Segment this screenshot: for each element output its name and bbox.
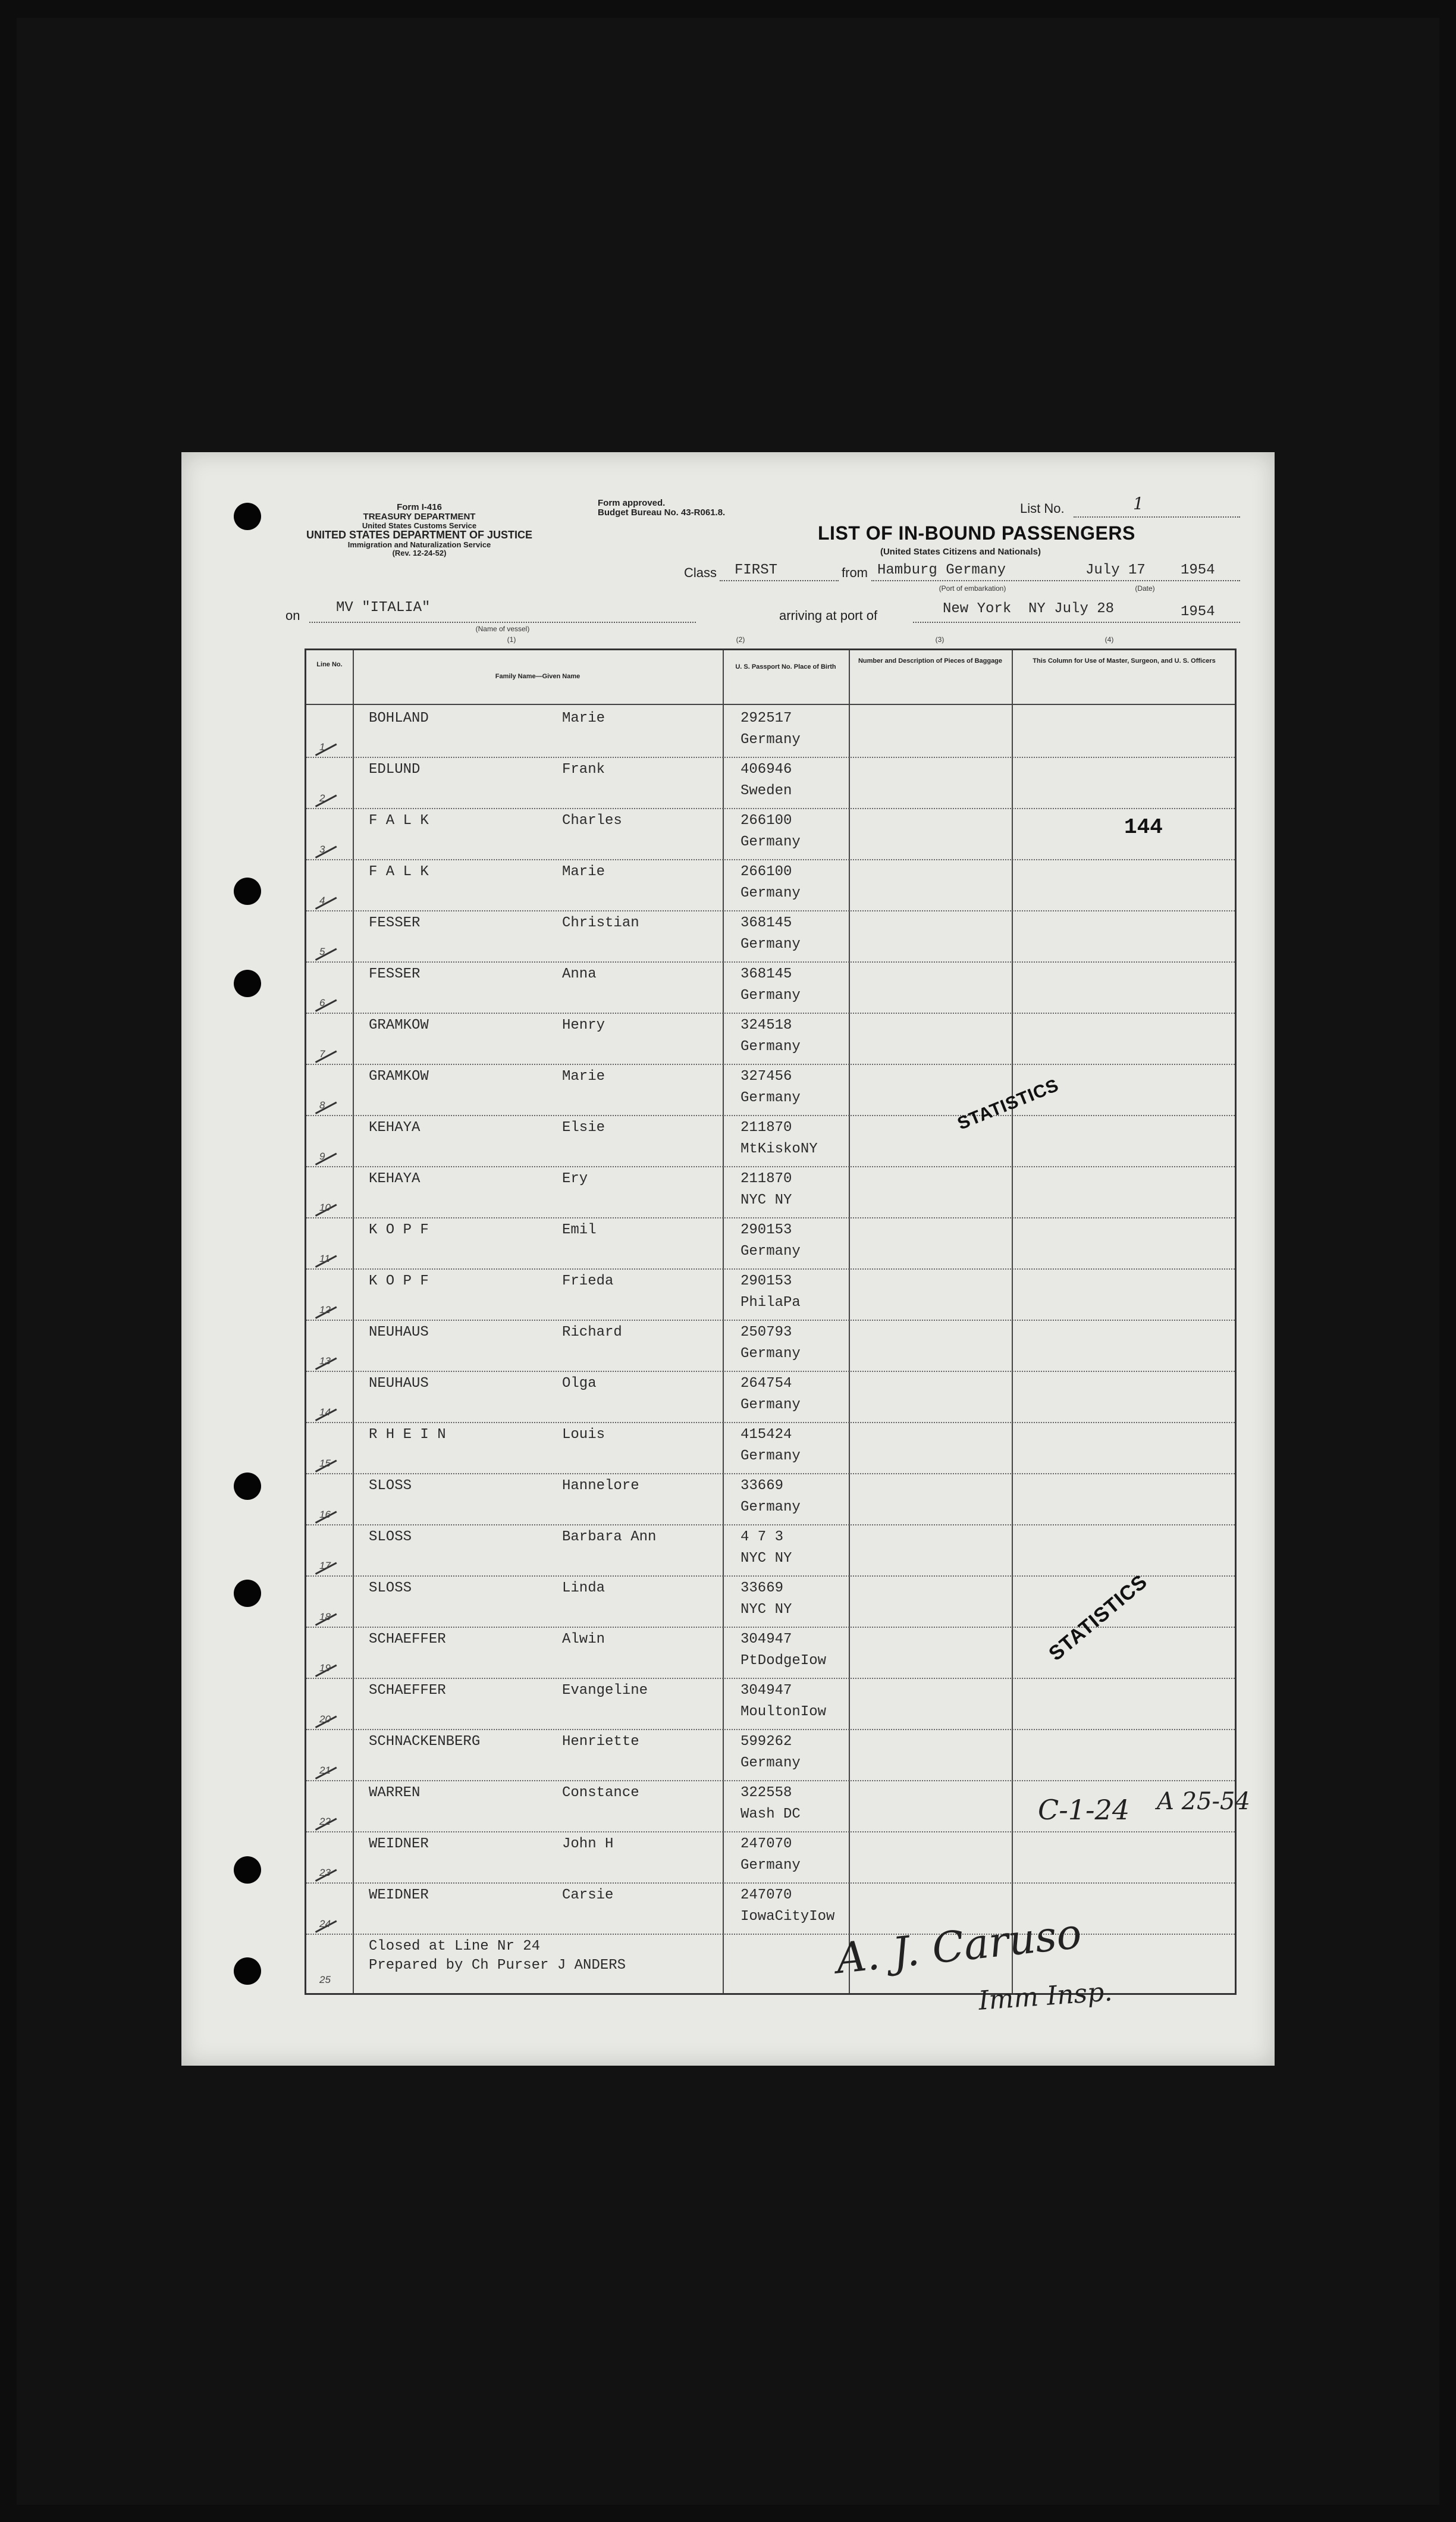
family-name: SCHAEFFER <box>369 1683 446 1699</box>
handwritten-note-2: A 25-54 <box>1157 1788 1250 1815</box>
given-name: Emil <box>562 1222 597 1238</box>
passport-number: 211870 <box>740 1120 792 1136</box>
table-row <box>306 1730 1235 1781</box>
statistics-stamp-1: STATISTICS <box>955 1075 1062 1134</box>
family-name: SCHNACKENBERG <box>369 1734 481 1750</box>
col-number-3: (3) <box>935 635 944 644</box>
given-name: Frieda <box>562 1273 614 1289</box>
header-line-no: Line No. <box>316 661 343 668</box>
table-row <box>306 1474 1235 1525</box>
line-number: 7 <box>319 1048 325 1060</box>
table-row <box>306 1270 1235 1321</box>
table-row <box>306 963 1235 1014</box>
closing-line-2: Prepared by Ch Purser J ANDERS <box>369 1957 626 1973</box>
family-name: K O P F <box>369 1273 429 1289</box>
class-value: FIRST <box>735 562 778 578</box>
class-line <box>720 580 839 581</box>
header-passport: U. S. Passport No. Place of Birth <box>735 663 836 671</box>
given-name: Anna <box>562 966 597 982</box>
from-value: Hamburg Germany <box>877 562 1006 578</box>
place-of-birth: NYC NY <box>740 1550 792 1567</box>
line-number: 9 <box>319 1151 325 1162</box>
punch-hole-1 <box>234 503 261 530</box>
punch-hole-4 <box>234 1473 261 1500</box>
line-number-25: 25 <box>319 1974 331 1985</box>
given-name: Richard <box>562 1324 622 1340</box>
passport-number: 290153 <box>740 1273 792 1289</box>
given-name: Marie <box>562 1069 605 1085</box>
customs-service: United States Customs Service <box>362 521 477 530</box>
budget-bureau: Budget Bureau No. 43-R061.8. <box>598 507 726 518</box>
family-name: GRAMKOW <box>369 1069 429 1085</box>
from-date: July 17 <box>1085 562 1146 578</box>
place-of-birth: Germany <box>740 1499 801 1515</box>
given-name: Louis <box>562 1427 605 1443</box>
passport-number: 247070 <box>740 1836 792 1852</box>
table-row <box>306 860 1235 911</box>
passport-number: 247070 <box>740 1887 792 1903</box>
header-rule <box>306 704 1235 705</box>
line-number: 2 <box>319 792 325 804</box>
line-number: 21 <box>319 1765 331 1776</box>
passport-number: 264754 <box>740 1376 792 1392</box>
line-number: 14 <box>319 1406 331 1418</box>
table-row <box>306 1679 1235 1730</box>
passport-number: 324518 <box>740 1017 792 1033</box>
place-of-birth: Germany <box>740 936 801 953</box>
table-row <box>306 1525 1235 1577</box>
place-of-birth: Germany <box>740 1243 801 1260</box>
arriving-label: arriving at port of <box>779 608 878 623</box>
passport-number: 406946 <box>740 762 792 778</box>
given-name: Christian <box>562 915 639 931</box>
line-number: 8 <box>319 1099 325 1111</box>
passenger-table <box>305 648 1237 1995</box>
line-number: 6 <box>319 997 325 1008</box>
given-name: Marie <box>562 864 605 880</box>
line-number: 19 <box>319 1662 331 1674</box>
line-number: 3 <box>319 844 325 855</box>
given-name: Ery <box>562 1171 588 1187</box>
col-number-4: (4) <box>1104 635 1114 644</box>
family-name: R H E I N <box>369 1427 446 1443</box>
from-line <box>871 580 1240 581</box>
given-name: Olga <box>562 1376 597 1392</box>
given-name: Hannelore <box>562 1478 639 1494</box>
table-row <box>306 1832 1235 1884</box>
date-caption: (Date) <box>1135 584 1155 593</box>
table-row <box>306 1065 1235 1116</box>
table-row <box>306 758 1235 809</box>
list-no-value: 1 <box>1133 494 1144 513</box>
passport-number: 327456 <box>740 1069 792 1085</box>
passport-number: 415424 <box>740 1427 792 1443</box>
list-no-label: List No. <box>1020 501 1065 516</box>
place-of-birth: Sweden <box>740 783 792 799</box>
given-name: Carsie <box>562 1887 614 1903</box>
on-label: on <box>285 608 300 623</box>
form-authority-block <box>294 503 544 557</box>
given-name: Frank <box>562 762 605 778</box>
given-name: Constance <box>562 1785 639 1801</box>
passport-number: 304947 <box>740 1631 792 1647</box>
place-of-birth: IowaCityIow <box>740 1909 835 1925</box>
given-name: Henry <box>562 1017 605 1033</box>
line-number: 12 <box>319 1304 331 1315</box>
ins-service: Immigration and Naturalization Service <box>347 540 491 550</box>
line-number: 22 <box>319 1816 331 1827</box>
family-name: KEHAYA <box>369 1120 421 1136</box>
given-name: Elsie <box>562 1120 605 1136</box>
given-name: Charles <box>562 813 622 829</box>
table-row <box>306 1321 1235 1372</box>
family-name: F A L K <box>369 864 429 880</box>
table-row <box>306 1218 1235 1270</box>
family-name: GRAMKOW <box>369 1017 429 1033</box>
line-number: 23 <box>319 1867 331 1878</box>
line-number: 5 <box>319 946 325 957</box>
arriving-year: 1954 <box>1181 604 1215 620</box>
line-number: 1 <box>319 741 325 753</box>
passport-number: 33669 <box>740 1580 784 1596</box>
given-name: Marie <box>562 710 605 726</box>
place-of-birth: Germany <box>740 1857 801 1874</box>
passport-number: 33669 <box>740 1478 784 1494</box>
list-no-line <box>1074 516 1240 518</box>
vessel-line <box>309 622 696 623</box>
given-name: Henriette <box>562 1734 639 1750</box>
table-row <box>306 707 1235 758</box>
line-number: 4 <box>319 895 325 906</box>
place-of-birth: Wash DC <box>740 1806 801 1822</box>
passport-number: 304947 <box>740 1683 792 1699</box>
line-number: 17 <box>319 1560 331 1571</box>
family-name: WEIDNER <box>369 1836 429 1852</box>
header-officers: This Column for Use of Master, Surgeon, and U. S. Officers <box>1033 657 1216 665</box>
family-name: K O P F <box>369 1222 429 1238</box>
inspector-signature: A. J. Caruso <box>833 1909 1084 1984</box>
given-name: Linda <box>562 1580 605 1596</box>
punch-hole-5 <box>234 1580 261 1607</box>
vessel-caption: (Name of vessel) <box>475 625 530 633</box>
col-number-1: (1) <box>507 635 516 644</box>
closing-line-1: Closed at Line Nr 24 <box>369 1938 541 1954</box>
passport-number: 599262 <box>740 1734 792 1750</box>
passport-number: 211870 <box>740 1171 792 1187</box>
class-label: Class <box>684 565 717 580</box>
family-name: F A L K <box>369 813 429 829</box>
passenger-count: 144 <box>1124 815 1163 839</box>
table-row <box>306 1167 1235 1218</box>
table-row <box>306 911 1235 963</box>
line-number: 13 <box>319 1355 331 1367</box>
passport-number: 4 7 3 <box>740 1529 784 1545</box>
table-row <box>306 1423 1235 1474</box>
family-name: FESSER <box>369 966 421 982</box>
passport-number: 250793 <box>740 1324 792 1340</box>
given-name: Barbara Ann <box>562 1529 657 1545</box>
place-of-birth: Germany <box>740 732 801 748</box>
given-name: Alwin <box>562 1631 605 1647</box>
family-name: SLOSS <box>369 1529 412 1545</box>
family-name: KEHAYA <box>369 1171 421 1187</box>
form-number: Form I-416 <box>397 502 442 512</box>
place-of-birth: Germany <box>740 885 801 901</box>
treasury-dept: TREASURY DEPARTMENT <box>363 511 476 522</box>
arriving-line <box>913 622 1240 623</box>
family-name: WEIDNER <box>369 1887 429 1903</box>
table-row <box>306 1014 1235 1065</box>
place-of-birth: MoultonIow <box>740 1704 827 1720</box>
header-baggage: Number and Description of Pieces of Baggage <box>858 657 1003 665</box>
table-row <box>306 1884 1235 1935</box>
line-number: 24 <box>319 1918 331 1929</box>
family-name: SCHAEFFER <box>369 1631 446 1647</box>
place-of-birth: Germany <box>740 988 801 1004</box>
family-name: SLOSS <box>369 1478 412 1494</box>
statistics-stamp-2: STATISTICS <box>1044 1570 1152 1666</box>
place-of-birth: MtKiskoNY <box>740 1141 818 1157</box>
place-of-birth: Germany <box>740 1448 801 1464</box>
family-name: FESSER <box>369 915 421 931</box>
family-name: EDLUND <box>369 762 421 778</box>
place-of-birth: Germany <box>740 1346 801 1362</box>
justice-dept: UNITED STATES DEPARTMENT OF JUSTICE <box>306 529 532 541</box>
family-name: NEUHAUS <box>369 1324 429 1340</box>
line-number: 16 <box>319 1509 331 1520</box>
passport-number: 368145 <box>740 915 792 931</box>
passport-number: 290153 <box>740 1222 792 1238</box>
vessel-value: MV "ITALIA" <box>336 600 431 616</box>
given-name: John H <box>562 1836 614 1852</box>
passport-number: 292517 <box>740 710 792 726</box>
passport-number: 266100 <box>740 813 792 829</box>
document-title: LIST OF IN-BOUND PASSENGERS <box>818 522 1135 544</box>
given-name: Evangeline <box>562 1683 648 1699</box>
punch-hole-2 <box>234 878 261 905</box>
from-label: from <box>842 565 868 580</box>
passport-number: 368145 <box>740 966 792 982</box>
place-of-birth: Germany <box>740 1039 801 1055</box>
family-name: WARREN <box>369 1785 421 1801</box>
col-number-2: (2) <box>736 635 745 644</box>
manifest-page <box>181 452 1275 2066</box>
table-row <box>306 1372 1235 1423</box>
place-of-birth: NYC NY <box>740 1602 792 1618</box>
arriving-value: New York NY July 28 <box>943 601 1115 617</box>
place-of-birth: Germany <box>740 1755 801 1771</box>
line-number: 20 <box>319 1713 331 1725</box>
line-number: 15 <box>319 1458 331 1469</box>
punch-hole-3 <box>234 970 261 997</box>
passport-number: 322558 <box>740 1785 792 1801</box>
port-embarkation-caption: (Port of embarkation) <box>939 584 1006 593</box>
punch-hole-6 <box>234 1856 261 1884</box>
table-row <box>306 809 1235 860</box>
passport-number: 266100 <box>740 864 792 880</box>
family-name: NEUHAUS <box>369 1376 429 1392</box>
line-number: 18 <box>319 1611 331 1622</box>
handwritten-note-1: C-1-24 <box>1038 1794 1130 1826</box>
form-approved: Form approved. <box>598 498 666 508</box>
place-of-birth: Germany <box>740 834 801 850</box>
punch-hole-7 <box>234 1957 261 1985</box>
line-number: 11 <box>319 1253 330 1264</box>
place-of-birth: PtDodgeIow <box>740 1653 827 1669</box>
header-name: Family Name—Given Name <box>495 673 580 680</box>
family-name: BOHLAND <box>369 710 429 726</box>
table-row <box>306 1116 1235 1167</box>
revision-date: (Rev. 12-24-52) <box>392 548 447 557</box>
place-of-birth: NYC NY <box>740 1192 792 1208</box>
family-name: SLOSS <box>369 1580 412 1596</box>
budget-block <box>598 499 746 518</box>
inspector-title: Imm Insp. <box>977 1976 1113 2016</box>
document-subtitle: (United States Citizens and Nationals) <box>880 547 1041 557</box>
from-year: 1954 <box>1181 562 1215 578</box>
place-of-birth: Germany <box>740 1090 801 1106</box>
place-of-birth: PhilaPa <box>740 1295 801 1311</box>
place-of-birth: Germany <box>740 1397 801 1413</box>
line-number: 10 <box>319 1202 331 1213</box>
